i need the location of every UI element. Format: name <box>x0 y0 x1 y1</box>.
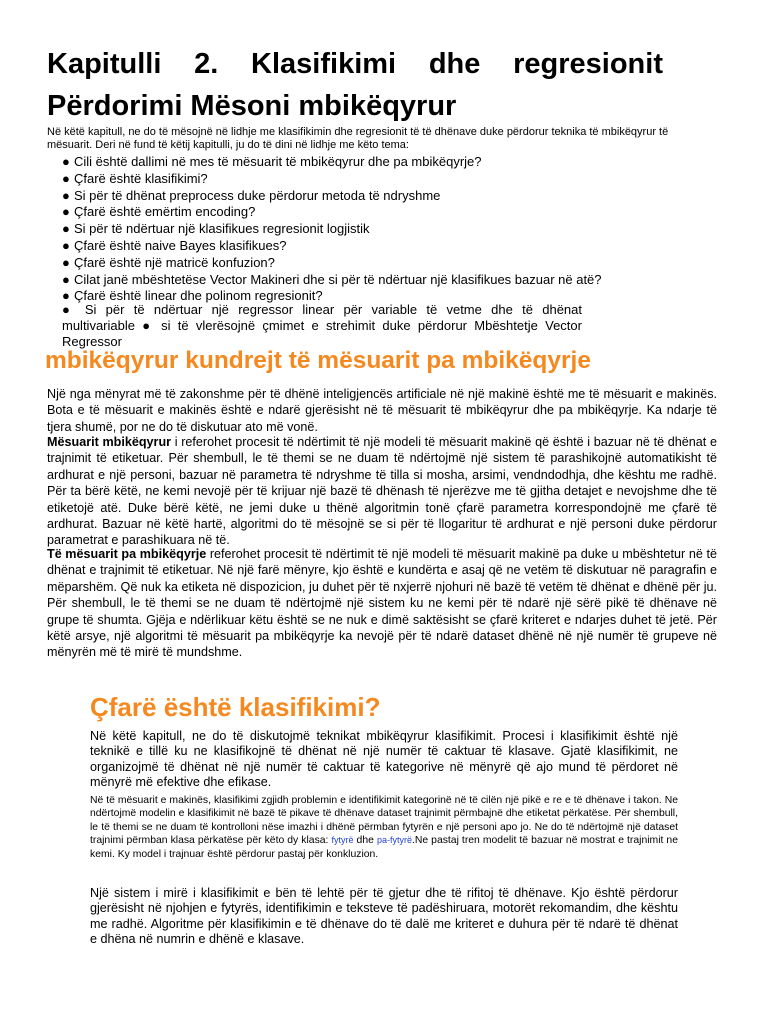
list-item: ● Çfarë është naive Bayes klasifikues? <box>62 237 287 253</box>
bullet-icon: ● <box>62 288 70 304</box>
section-heading-classification: Çfarë është klasifikimi? <box>90 692 381 722</box>
bullet-icon: ● <box>62 237 70 253</box>
term-unsupervised: Të mësuarit pa mbikëqyrje <box>47 547 207 561</box>
paragraph: Mësuarit mbikëqyrur i referohet procesit të ndërtimit të një modeli të mësuarit makinë që është i bazuar në të dhënat e trajnimit të etiketuar. Për shembull, le të themi se ne duam të ndërtojmë një sistem të parashikojnë automatikisht të ardhurat e një personi, bazuar në parametra të ndryshme të tilla si mosha, arsimi, vendndodhja, dhe kështu me radhë. Për ta bërë këtë, ne kemi nevojë për të krijuar një bazë të dhënash të njerëzve me të gjitha detajet e nevojshme dhe të etiketojë atë. Duke bërë këtë, ne jemi duke u thënë algoritmin tonë çfarë parametra korrespondojnë me çfarë të ardhurat. Bazuar në këtë hartë, algoritmi do të mësojnë se si për të llogaritur të ardhurat e një personi duke përdorur parametrat e parashikuara në të. <box>47 435 717 548</box>
class-label-no-face: pa-fytyrë <box>376 835 412 846</box>
paragraph: Të mësuarit pa mbikëqyrje referohet procesit të ndërtimit të një modeli të mësuarit makinë pa duke u mbështetur në të dhënat e trajnimit të etiketuar. Në një farë mënyre, kjo është e kundërta e asaj që ne vetëm të diskutuar në paragrafin e mëparshëm. Që nuk ka etiketa në dispozicion, ju duhet për të nxjerrë njohuri në bazë të vetëm të dhënat e dhënë për ju. Për shembull, le të themi se ne duam të ndërtojmë një sistem ku ne kemi për të ndarë një sërë pikë të dhënave në grupe të shumta. Gjëja e ndërlikuar këtu është se ne nuk e dimë saktësisht se çfarë kriteret e ndarjes duhet të jetë. Për këtë arsye, një algoritmi të mësuarit pa mbikëqyrje ka nevojë për të ndarë dataset dhënë në një numër të grupeve në mënyrën më të mirë të mundshme. <box>47 547 717 660</box>
paragraph-small: Në të mësuarit e makinës, klasifikimi zgjidh problemin e identifikimit kategorinë në të cilën një pikë e re e të dhënave i takon. Ne ndërtojmë modelin e klasifikimit në bazë të pikave të dhënave dataset trajnimit përmbajnë dhe etiketat përkatëse. Për shembull, le të themi se ne duam të kontrolloni nëse imazhi i dhënë përmban fytyrën e një personi apo jo. Ne do të ndërtojmë një dataset trajnimi përmban klasa përkatëse për këto dy klasa: fytyrë dhe pa-fytyrë.Ne pastaj tren modelit të bazuar në mostrat e trajnimit ne kemi. Ky model i trajnuar është përdorur pastaj për konkluzion. <box>90 795 678 860</box>
bullet-icon: ● <box>62 302 76 317</box>
class-label-face: fytyrë <box>331 835 354 846</box>
list-item: ● Çfarë është emërtim encoding? <box>62 204 256 220</box>
bullet-icon: ● <box>62 254 70 270</box>
paragraph: Një sistem i mirë i klasifikimit e bën të lehtë për të gjetur dhe të rifitoj të dhënave. Kjo është përdorur gjerësisht në njohjen e fytyrës, identifikimin e teksteve të padëshiruara, motorët rekomandim, dhe kështu me radhë. Algoritme për klasifikimin e të dhënave do të dalë me kriteret e duhura për të ndarë të dhënat e dhëna në numrin e dhënë e klasave. <box>90 886 678 947</box>
bullet-icon: ● <box>62 204 70 220</box>
list-item: ● Çfarë është klasifikimi? <box>62 170 208 186</box>
list-item: ● Si për të ndërtuar një klasifikues regresionit logjistik <box>62 221 370 237</box>
chapter-title: Kapitulli 2. Klasifikimi dhe regresionit <box>47 48 663 80</box>
chapter-subtitle: Përdorimi Mësoni mbikëqyrur <box>47 90 457 122</box>
paragraph: Një nga mënyrat më të zakonshme për të dhënë inteligjencës artificiale në një makinë është me të mësuarit e makinës. Bota e të mësuarit e makinës është e ndarë gjerësisht në të mësuarit të mbikëqyrur dhe pa mbikëqyrje. Ka ndarje të tjera shumë, por ne do të diskutuar ato më vonë. <box>47 387 717 434</box>
intro-paragraph: Në këtë kapitull, ne do të mësojnë në lidhje me klasifikimin dhe regresionit të të dhënave duke përdorur teknika të mbikëqyrur të mësuarit. Deri në fund të këtij kapitulli, ju do të dini në lidhje me këto tema: <box>47 126 669 151</box>
bullet-icon: ● <box>142 318 154 333</box>
bullet-icon: ● <box>62 154 70 169</box>
list-item: ● Cili është dallimi në mes të mësuarit të mbikëqyrur dhe pa mbikëqyrje? <box>62 154 482 169</box>
list-item: ● Cilat janë mbështetëse Vector Makineri dhe si për të ndërtuar një klasifikues bazuar në atë? <box>62 271 602 287</box>
bullet-icon: ● <box>62 170 70 186</box>
section-heading-supervised: mbikëqyrur kundrejt të mësuarit pa mbikëqyrje <box>45 347 591 374</box>
list-item-wide: ● Si për të ndërtuar një regressor linear për variable të vetme dhe të dhënat multivariable ● si të vlerësojnë çmimet e strehimit duke përdorur Mbështetje Vector Regressor <box>62 302 583 349</box>
term-supervised: Mësuarit mbikëqyrur <box>47 435 172 449</box>
list-item: ● Çfarë është një matricë konfuzion? <box>62 254 275 270</box>
list-item: ● Si për të dhënat preprocess duke përdorur metoda të ndryshme <box>62 187 441 203</box>
bullet-icon: ● <box>62 271 70 287</box>
paragraph: Në këtë kapitull, ne do të diskutojmë teknikat mbikëqyrur klasifikimit. Procesi i klasifikimit është një teknikë e tillë ku ne klasifikojnë të dhënat në një numër të caktuar të klasave. Gjatë klasifikimit, ne organizojmë të dhënat në një numër të caktuar të kategorive në mënyrë që ajo mund të përdoret në mënyrë më efektive dhe efikase. <box>90 729 678 790</box>
topic-list <box>62 154 682 305</box>
list-item: ● Çfarë është linear dhe polinom regresionit? <box>62 288 323 304</box>
bullet-icon: ● <box>62 187 70 203</box>
bullet-icon: ● <box>62 221 70 237</box>
